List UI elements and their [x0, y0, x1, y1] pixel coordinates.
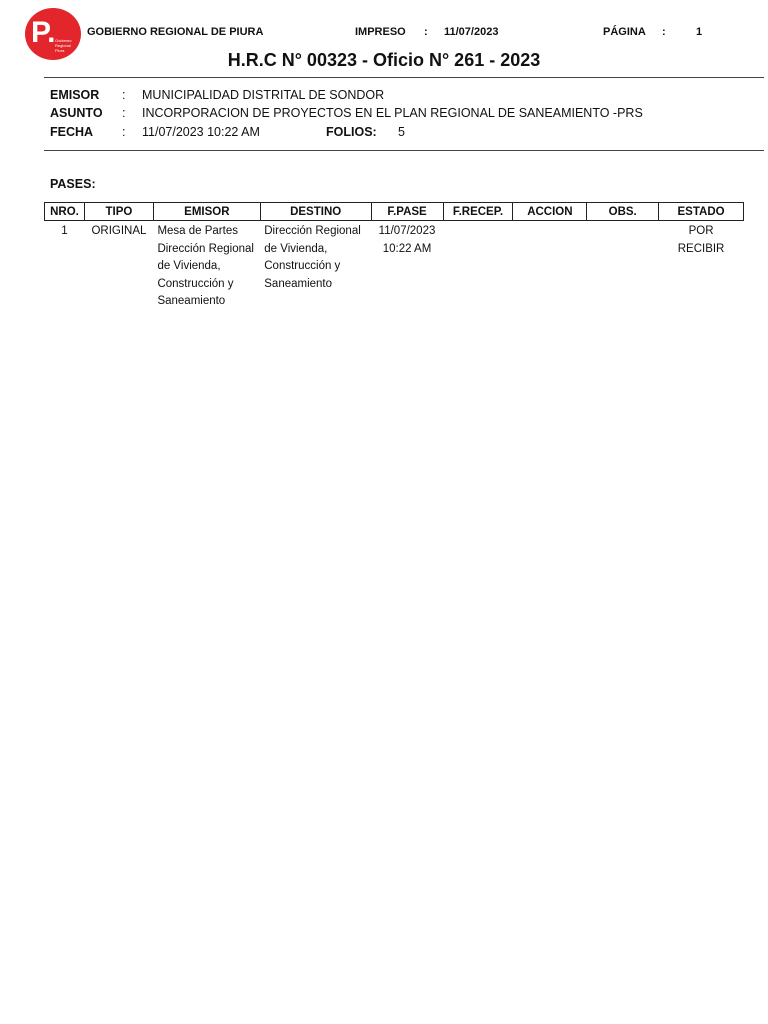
document-title: H.R.C N° 00323 - Oficio N° 261 - 2023: [227, 50, 541, 70]
cell-emisor: [153, 221, 260, 313]
top-divider: [44, 77, 764, 78]
impreso-label: IMPRESO: [355, 26, 406, 38]
cell-destino-line: de Vivienda,: [264, 242, 328, 255]
fecha-value: 11/07/2023 10:22 AM: [142, 125, 260, 139]
col-nro: NRO.: [45, 203, 85, 221]
cell-frecep: [443, 221, 513, 313]
cell-obs: [587, 221, 659, 313]
cell-destino-line: Construcción y: [264, 260, 341, 272]
cell-accion: [513, 221, 587, 313]
asunto-label: ASUNTO: [50, 106, 103, 120]
logo-text-2: Regional: [55, 43, 71, 48]
cell-fpase-date: 11/07/2023: [378, 225, 436, 237]
col-accion: ACCION: [513, 203, 587, 221]
cell-estado-line: POR: [688, 225, 714, 237]
table-row: [45, 221, 744, 313]
cell-destino: [260, 221, 371, 313]
impreso-date: 11/07/2023: [444, 26, 499, 38]
fecha-sep: :: [122, 125, 126, 139]
impreso-sep: :: [424, 26, 428, 38]
cell-emisor-line: Dirección Regional: [157, 242, 254, 255]
pases-label: PASES:: [50, 177, 96, 191]
pagina-number: 1: [696, 26, 703, 38]
logo-text-1: Gobierno: [55, 38, 72, 43]
folios-label: FOLIOS:: [326, 125, 377, 139]
logo-text-3: Piura: [55, 48, 65, 53]
cell-estado-line: RECIBIR: [677, 242, 725, 255]
cell-emisor-line: Saneamiento: [157, 295, 226, 307]
col-destino: DESTINO: [260, 203, 371, 221]
cell-fpase: [371, 221, 443, 313]
fecha-label: FECHA: [50, 125, 94, 139]
emisor-sep: :: [122, 88, 126, 102]
pases-header-row: [45, 203, 744, 221]
col-fpase: F.PASE: [371, 203, 443, 221]
col-tipo: TIPO: [84, 203, 153, 221]
emisor-label: EMISOR: [50, 88, 100, 102]
asunto-value: INCORPORACION DE PROYECTOS EN EL PLAN REGIONAL DE SANEAMIENTO -PRS: [142, 106, 643, 120]
folios-value: 5: [398, 125, 405, 139]
cell-tipo: ORIGINAL: [91, 225, 147, 237]
meta-divider: [44, 150, 764, 151]
pases-table: [44, 202, 744, 313]
pagina-sep: :: [662, 26, 666, 38]
cell-destino-line: Saneamiento: [264, 277, 333, 290]
col-obs: OBS.: [587, 203, 659, 221]
col-frecep: F.RECEP.: [443, 203, 513, 221]
cell-emisor-line: de Vivienda,: [157, 260, 221, 272]
col-emisor: EMISOR: [153, 203, 260, 221]
cell-emisor-line: Mesa de Partes: [157, 225, 238, 237]
cell-destino-line: Dirección Regional: [264, 225, 361, 237]
cell-emisor-line: Construcción y: [157, 277, 234, 290]
org-name: GOBIERNO REGIONAL DE PIURA: [87, 26, 264, 38]
cell-estado: [659, 221, 744, 313]
col-estado: ESTADO: [659, 203, 744, 221]
asunto-sep: :: [122, 106, 126, 120]
logo-letter: P.: [31, 16, 56, 49]
cell-nro: 1: [61, 225, 68, 237]
emisor-value: MUNICIPALIDAD DISTRITAL DE SONDOR: [142, 88, 385, 102]
pagina-label: PÁGINA: [603, 26, 646, 38]
cell-fpase-time: 10:22 AM: [382, 242, 432, 255]
